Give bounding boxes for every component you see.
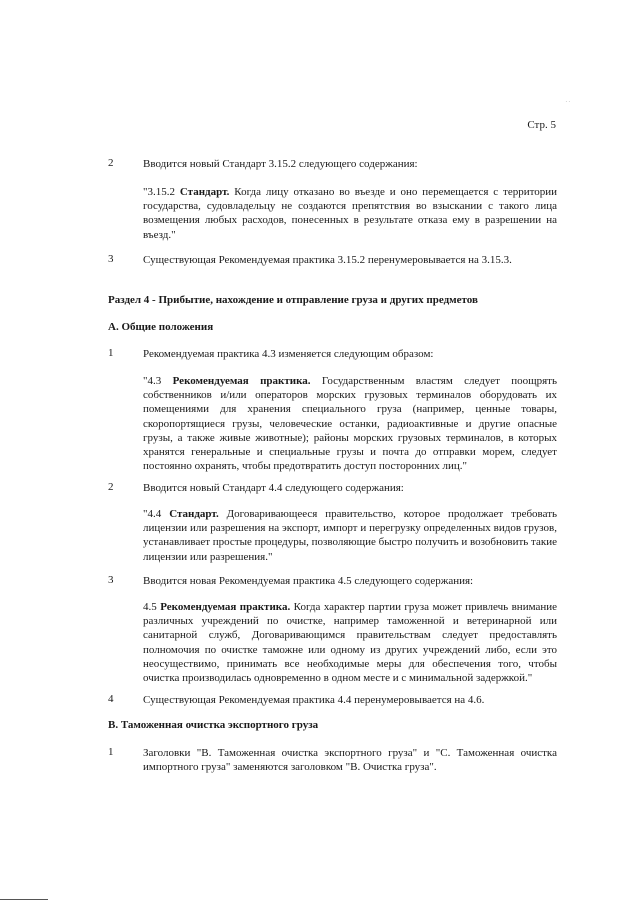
footer-rule xyxy=(0,899,48,900)
quote-text: Государственным властям следует поощрять собственников и/или операторов морских грузовых терминалов оборудовать их помещениями для хранения специального груза (например, ценные товары, скоропортящиеся грузы, человеческие останки, радиоактивные и другие опасные грузы, а также живые животные); районы морских грузовых терминалов, в которых хранятся генеральные и специальные грузы и почта до отправки морем, следует постоянно охранять, чтобы предотвратить доступ посторонних лиц." xyxy=(143,375,557,473)
item-text: Заголовки "В. Таможенная очистка экспортного груза" и "С. Таможенная очистка импортного груза" заменяются заголовком "В. Очистка груза". xyxy=(143,747,557,773)
page-number: Стр. 5 xyxy=(527,119,556,131)
quote-text: Когда характер партии груза может привлечь внимание различных учреждений по очистке, например таможенной и ветеринарной или санитарной служб, Договаривающимся правительствам следует предоставлять полномочия по очистке таможне или одному из других учреждений либо, если это неосуществимо, принимать все необходимые меры для обеспечения того, чтобы очистка производилась одновременно в одном месте и с минимальной задержкой." xyxy=(143,601,558,685)
item-text: Вводится новый Стандарт 3.15.2 следующего содержания: xyxy=(143,158,418,170)
item-text: Существующая Рекомендуемая практика 4.4 перенумеровывается на 4.6. xyxy=(143,694,485,706)
item-text: Вводится новый Стандарт 4.4 следующего содержания: xyxy=(143,482,404,494)
item-text: Существующая Рекомендуемая практика 3.15.2 перенумеровывается на 3.15.3. xyxy=(143,254,512,266)
section-title: Раздел 4 - Прибытие, нахождение и отправление груза и других предметов xyxy=(108,294,478,306)
quote-text: Договаривающееся правительство, которое продолжает требовать лицензии или разрешения на экспорт, импорт и перегрузку определенных видов грузов, устанавливает простые процедуры, позволяющие быстро получить и возобновить такие лицензии или разрешения." xyxy=(143,508,558,563)
subsection-a-title: А. Общие положения xyxy=(108,321,214,333)
quote-block xyxy=(143,374,557,473)
item-text: Рекомендуемая практика 4.3 изменяется следующим образом: xyxy=(143,348,434,360)
item-number: 4 xyxy=(108,693,114,705)
item-number: 1 xyxy=(108,347,114,359)
quote-bold: Рекомендуемая практика. xyxy=(172,375,311,387)
item-number: 3 xyxy=(108,574,114,586)
item-number: 3 xyxy=(108,253,114,265)
item-number: 1 xyxy=(108,746,114,758)
quote-prefix: "4.3 xyxy=(143,375,162,387)
quote-block xyxy=(143,507,557,564)
item-number: 2 xyxy=(108,157,114,169)
quote-bold: Стандарт. xyxy=(169,508,219,520)
quote-prefix: 4.5 xyxy=(143,601,157,613)
subsection-b-title: В. Таможенная очистка экспортного груза xyxy=(108,719,319,731)
quote-prefix: "3.15.2 xyxy=(143,186,175,198)
item-number: 2 xyxy=(108,481,114,493)
quote-bold: Стандарт. xyxy=(179,186,230,198)
quote-text: Когда лицу отказано во въезде и оно перемещается с территории государства, судовладельцу не создаются препятствия во взыскании с такого лица возмещения любых расходов, понесенных в результате отказа ему в разрешении на въезд." xyxy=(143,186,558,241)
corner-mark: . . xyxy=(565,98,570,104)
quote-block xyxy=(143,185,557,242)
quote-block xyxy=(143,600,557,685)
item-text: Вводится новая Рекомендуемая практика 4.5 следующего содержания: xyxy=(143,575,474,587)
quote-bold: Рекомендуемая практика. xyxy=(160,601,291,613)
quote-prefix: "4.4 xyxy=(143,508,162,520)
